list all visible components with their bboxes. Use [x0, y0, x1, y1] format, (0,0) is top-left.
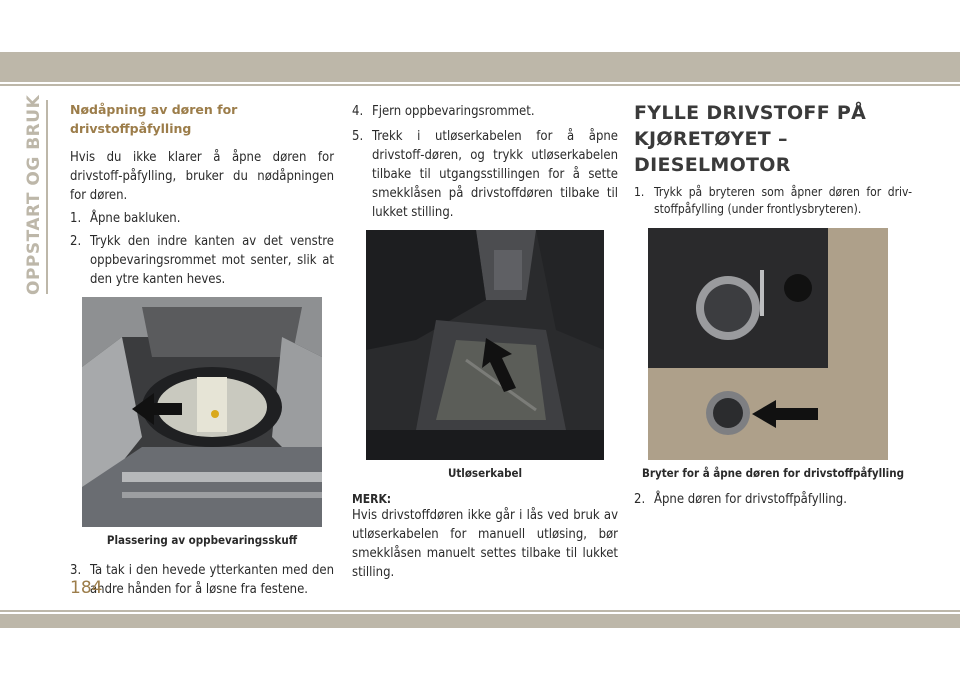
section-heading: FYLLE DRIVSTOFF PÅ KJØRETØYET – DIESELMOTOR [634, 102, 867, 176]
section-side-title: OPPSTART OG BRUK [24, 94, 44, 295]
step-number: 3. [70, 563, 82, 578]
note-text: Hvis drivstoffdøren ikke går i lås ved bruk av utløserkabelen for manuell utløsing, bør smekklåsen manuelt settes tilbake til lukket stilling. [352, 508, 618, 580]
step-text: Åpne døren for drivstoffpåfylling. [654, 492, 847, 507]
step-item [70, 232, 334, 289]
step-text: Trykk på bryteren som åpner døren for driv-stoffpåfylling (under frontlysbryteren). [654, 185, 912, 216]
subheading: Nødåpning av døren for drivstoffpåfylling [70, 102, 238, 136]
header-rule [0, 84, 960, 86]
step-text: Åpne bakluken. [90, 211, 181, 226]
footer-band [0, 614, 960, 628]
step-item [352, 102, 618, 121]
intro-paragraph: Hvis du ikke klarer å åpne døren for drivstoff-påfylling, bruker du nødåpningen for døren. [70, 150, 334, 203]
figure-caption: Bryter for å åpne døren for drivstoffpåfylling [641, 466, 904, 480]
trunk-storage-photo [82, 297, 322, 527]
step-number: 2. [634, 492, 646, 507]
column-2 [352, 100, 618, 582]
step-item [634, 490, 912, 509]
fuel-door-switch-photo [648, 228, 888, 460]
step-text: Trekk i utløserkabelen for å åpne drivstoff-døren, og trykk utløserkabelen tilbake til utgangsstillingen for å sette smekklåsen på drivstoffdøren tilbake til lukket stilling. [372, 129, 618, 220]
page-number: 184 [70, 578, 103, 598]
step-number: 1. [634, 185, 645, 199]
release-cable-photo [366, 230, 604, 460]
footer-rule [0, 610, 960, 612]
figure-caption: Utløserkabel [447, 466, 523, 480]
side-title-rule [46, 100, 48, 294]
step-number: 2. [70, 234, 82, 249]
step-item [70, 561, 334, 599]
figure-caption: Plassering av oppbevaringsskuff [106, 533, 298, 547]
step-item [634, 184, 912, 218]
step-number: 4. [352, 104, 364, 119]
note-label: MERK: [352, 492, 392, 506]
step-item [352, 127, 618, 222]
step-text: Ta tak i den hevede ytterkanten med den andre hånden for å løsne fra festene. [90, 563, 334, 597]
step-number: 5. [352, 129, 364, 144]
step-text: Trykk den indre kanten av det venstre oppbevaringsrommet mot senter, slik at den ytre kanten heves. [90, 234, 334, 287]
header-band [0, 52, 960, 82]
column-3 [634, 100, 912, 509]
step-item [70, 209, 334, 228]
step-number: 1. [70, 211, 82, 226]
step-text: Fjern oppbevaringsrommet. [372, 104, 535, 119]
column-1 [70, 100, 334, 599]
